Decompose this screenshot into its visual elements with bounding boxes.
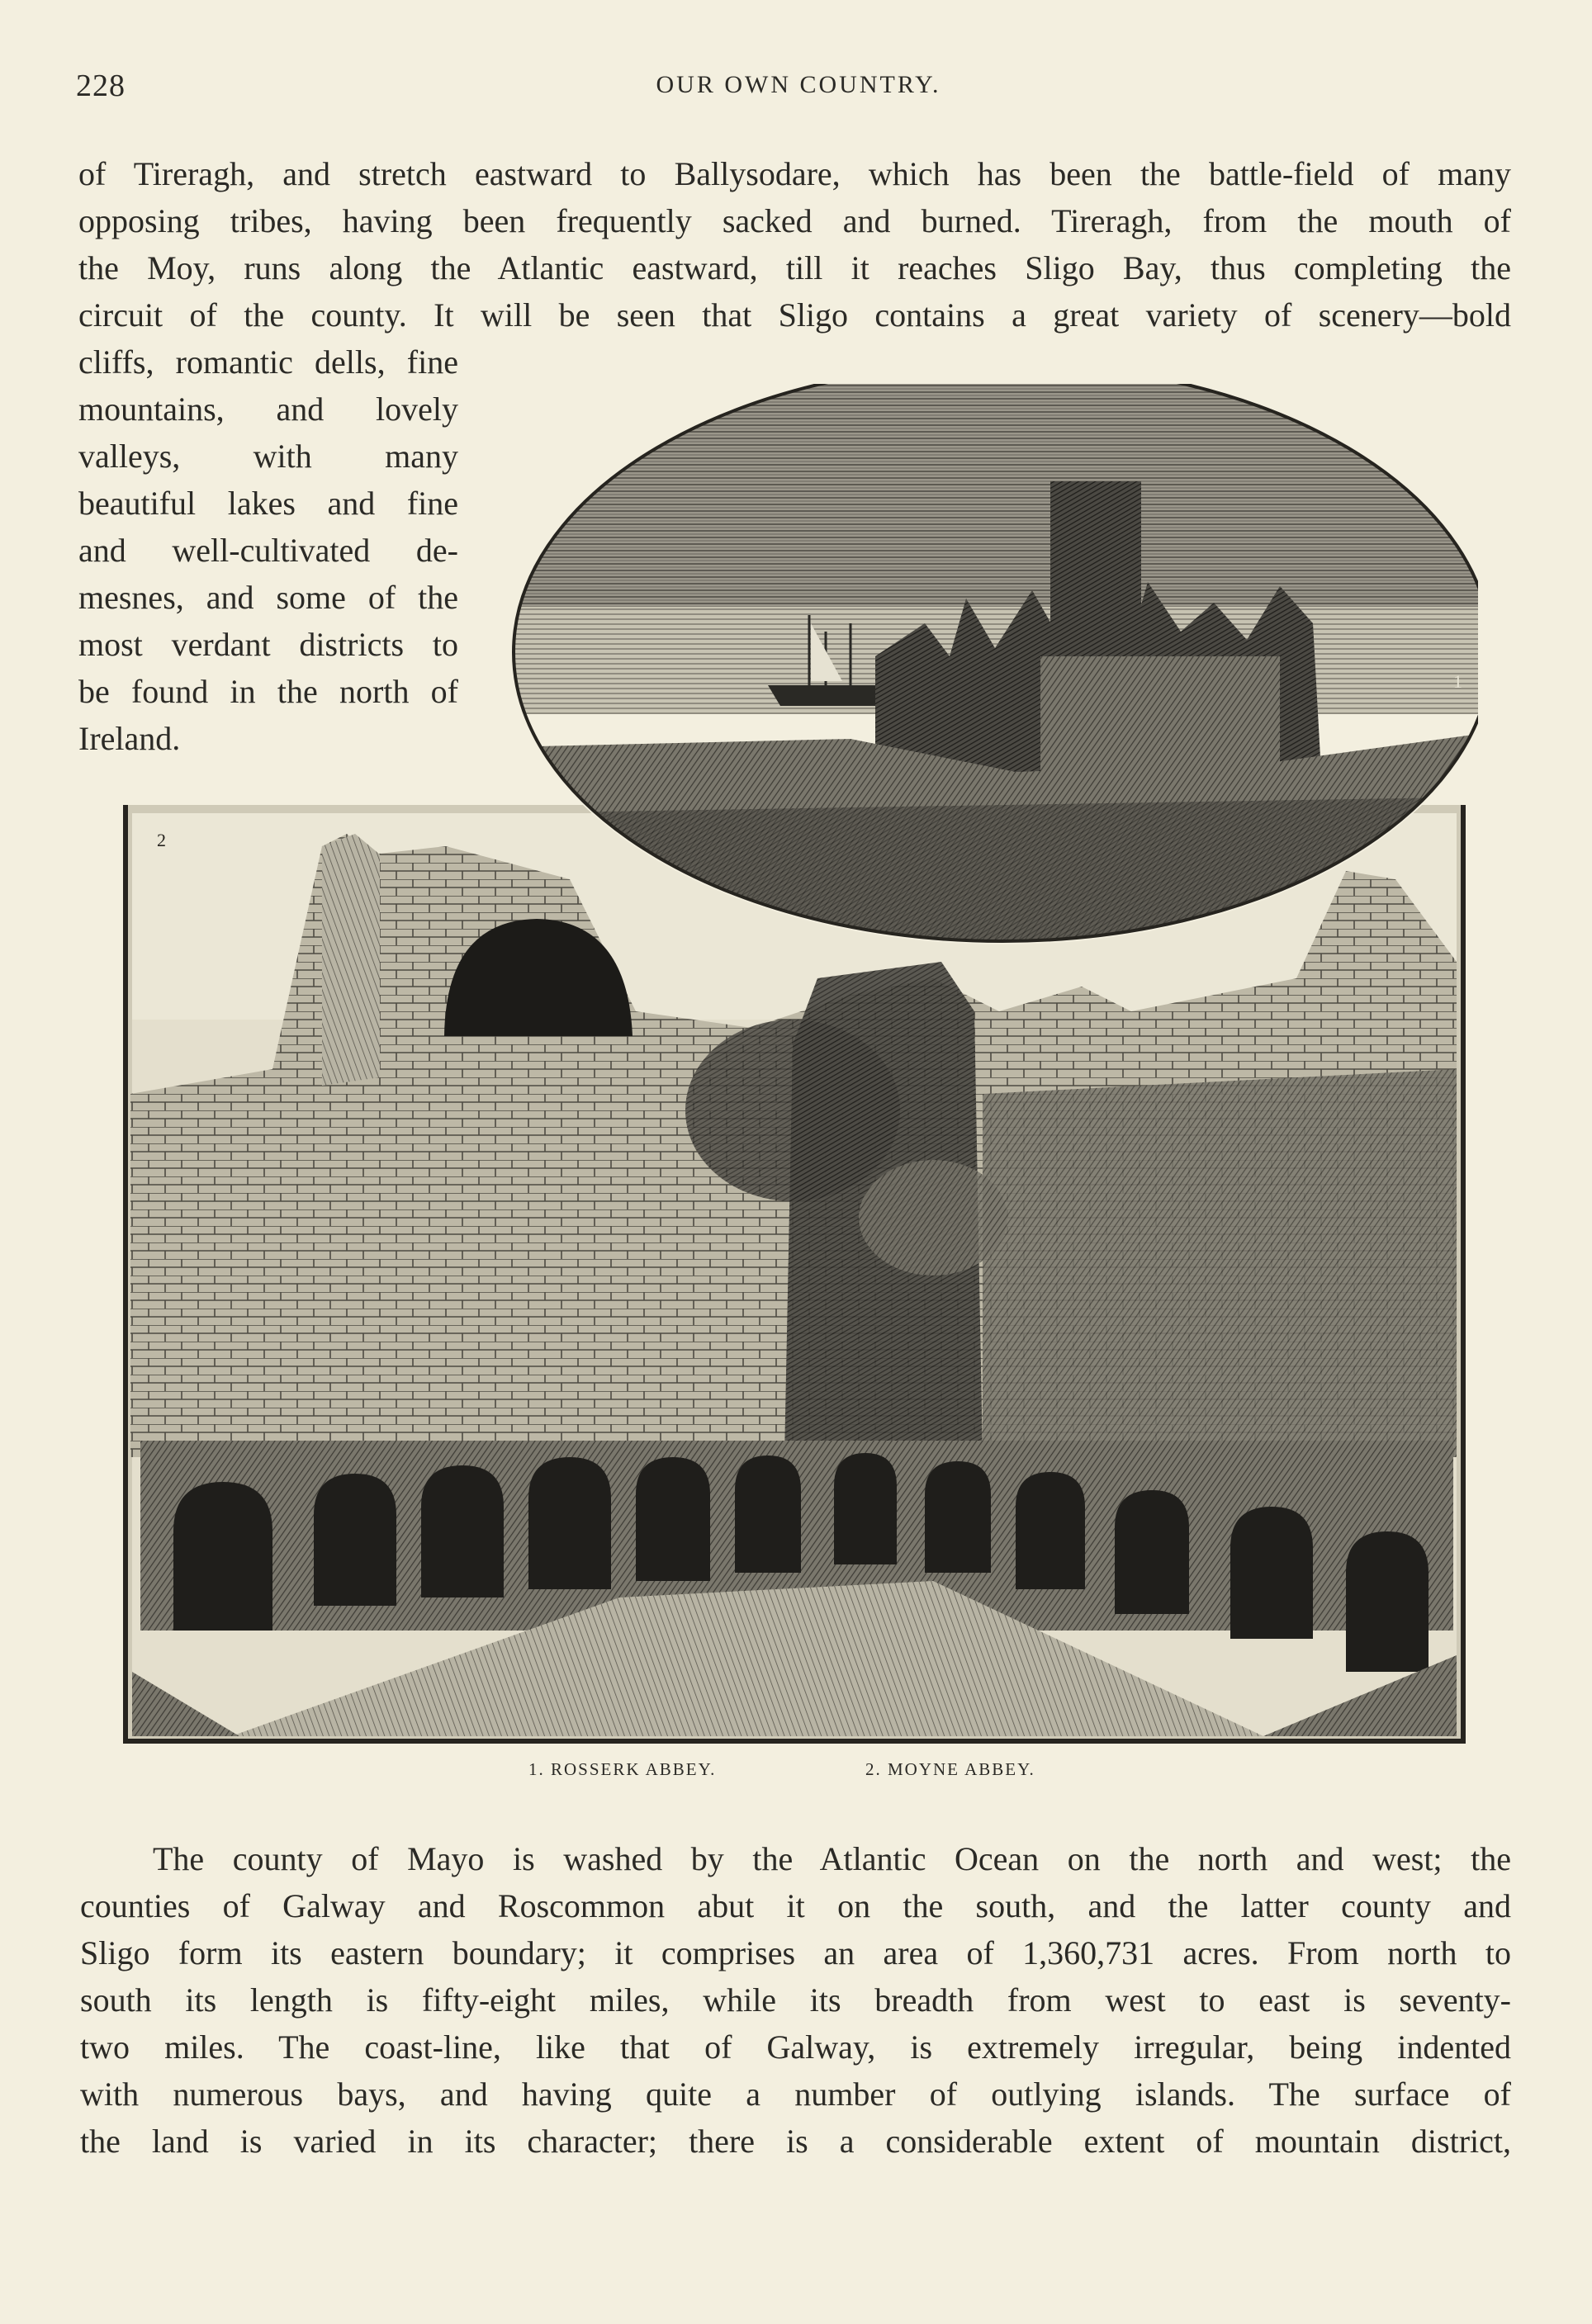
- text-line: of Tireragh, and stretch eastward to Ballysodare, which has been the battle-field of many: [78, 155, 1511, 192]
- paragraph-mayo: [80, 1835, 1511, 2165]
- text-line: counties of Galway and Roscommon abut it on the south, and the latter county and: [80, 1887, 1511, 1924]
- text-line: beautiful lakes and fine: [78, 485, 458, 522]
- page-header: [76, 68, 1521, 109]
- paragraph-top: [78, 150, 1511, 338]
- text-line: mesnes, and some of the: [78, 579, 458, 616]
- text-line: cliffs, romantic dells, fine: [78, 343, 458, 381]
- text-line: two miles. The coast-line, like that of Galway, is extremely irregular, being indented: [80, 2028, 1511, 2066]
- illustration-captions: [0, 1759, 1592, 1784]
- text-line: The county of Mayo is washed by the Atlantic Ocean on the north and west; the: [153, 1840, 1511, 1877]
- text-line: be found in the north of: [78, 673, 458, 710]
- text-line: Sligo form its eastern boundary; it comprises an area of 1,360,731 acres. From north to: [80, 1934, 1511, 1971]
- page-number: 228: [76, 69, 126, 103]
- oval-figure-number: 1: [1453, 671, 1462, 692]
- text-line: the Moy, runs along the Atlantic eastward, till it reaches Sligo Bay, thus completing the: [78, 249, 1511, 286]
- caption-rosserk-abbey: 1. ROSSERK ABBEY.: [528, 1759, 717, 1779]
- text-line: mountains, and lovely: [78, 390, 458, 428]
- text-line: Ireland.: [78, 720, 181, 757]
- text-line: the land is varied in its character; there is a considerable extent of mountain district,: [80, 2123, 1511, 2160]
- text-line: with numerous bays, and having quite a number of outlying islands. The surface of: [80, 2076, 1511, 2113]
- caption-moyne-abbey: 2. MOYNE ABBEY.: [865, 1759, 1035, 1779]
- text-line: valleys, with many: [78, 438, 458, 475]
- running-title: OUR OWN COUNTRY.: [656, 71, 941, 98]
- text-line: south its length is fifty-eight miles, while its breadth from west to east is seventy-: [80, 1981, 1511, 2019]
- text-line: and well-cultivated de-: [78, 532, 458, 569]
- text-line: circuit of the county. It will be seen that Sligo contains a great variety of scenery—bold: [78, 296, 1511, 334]
- text-line: opposing tribes, having been frequently sacked and burned. Tireragh, from the mouth of: [78, 202, 1511, 239]
- text-line: most verdant districts to: [78, 626, 458, 663]
- engraving-illustration: [107, 384, 1478, 1754]
- rect-figure-number: 2: [157, 830, 166, 850]
- moyne-abbey-engraving: [126, 805, 1463, 1741]
